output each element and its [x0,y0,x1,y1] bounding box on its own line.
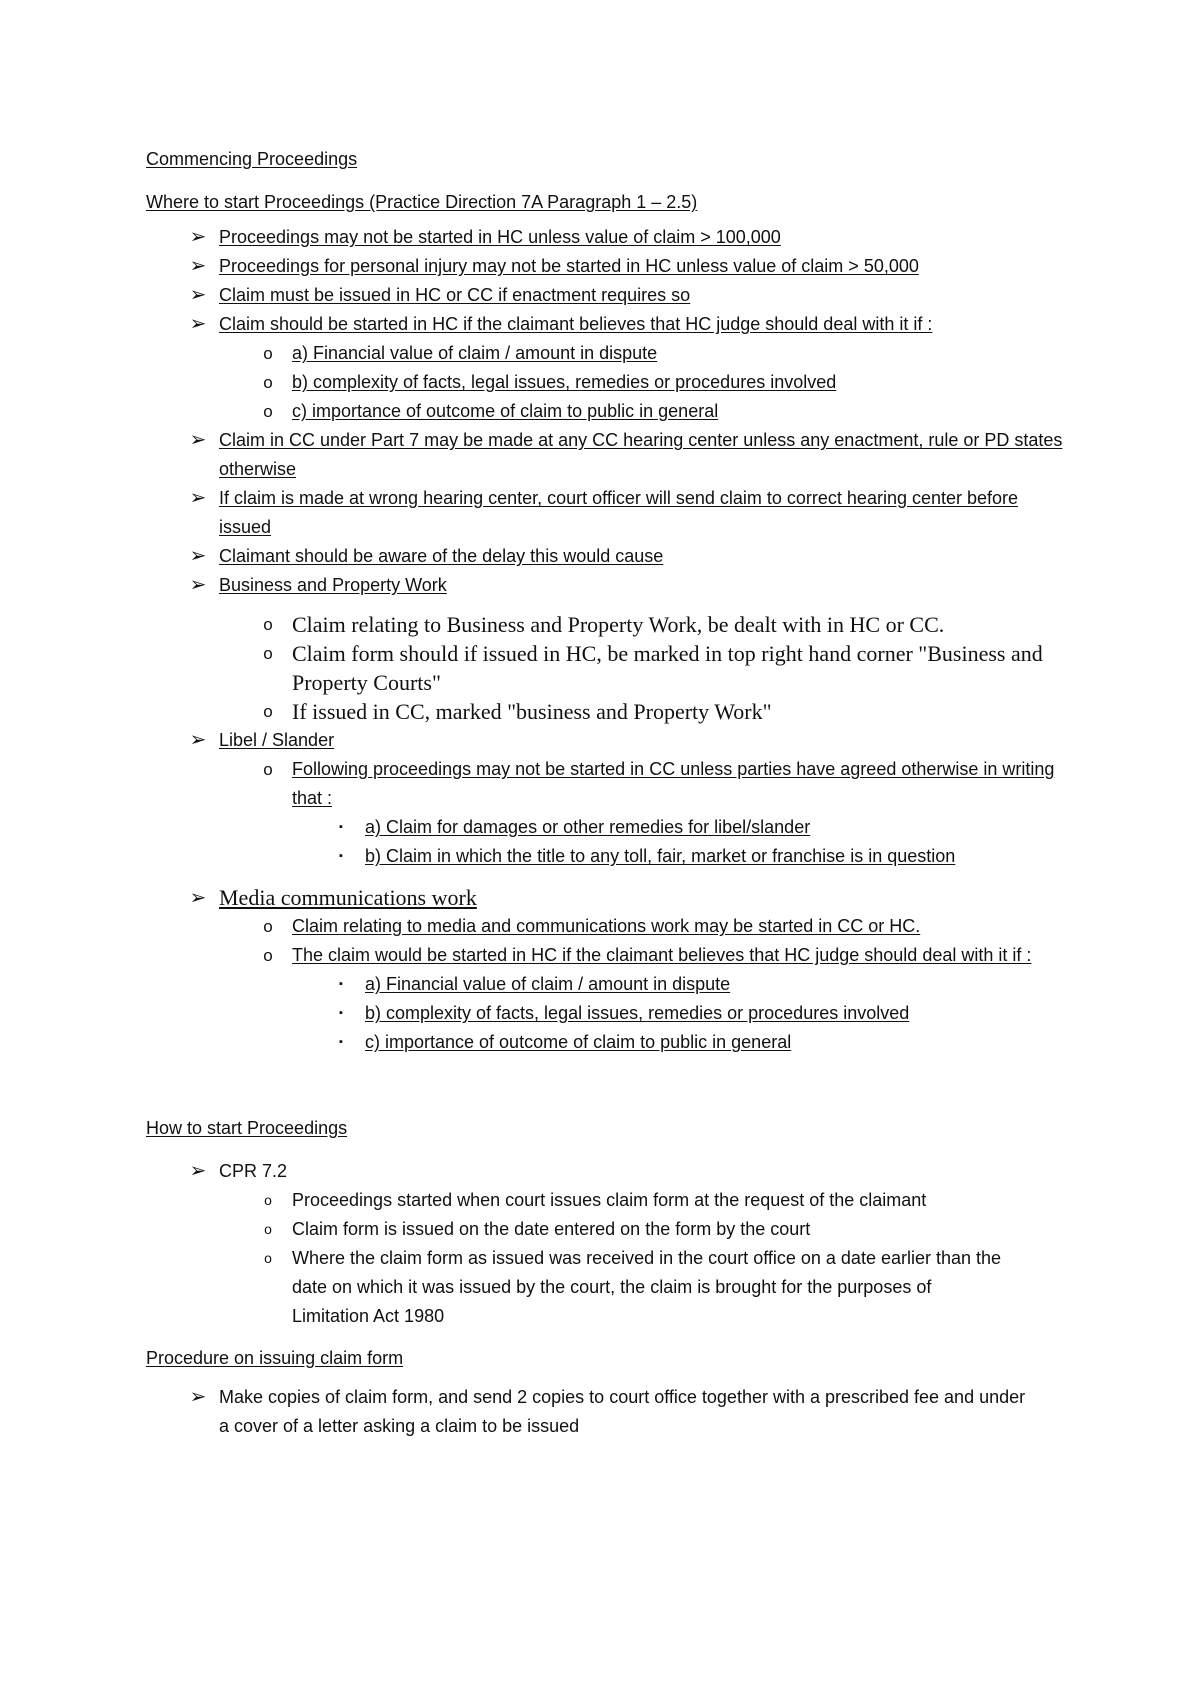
square-bullet-icon: ▪ [339,850,343,862]
list-item: o Claim form should if issued in HC, be marked in top right hand corner "Business and Property Courts" [146,639,1066,697]
list-item: o Proceedings started when court issues claim form at the request of the claimant [146,1186,1066,1215]
list-item: ➢ Proceedings may not be started in HC unless value of claim > 100,000 [146,223,1066,252]
list-item: ▪ b) Claim in which the title to any toll, fair, market or franchise is in question [146,842,1066,871]
list-item: ▪ c) importance of outcome of claim to public in general [146,1028,1066,1057]
list-item: o Where the claim form as issued was received in the court office on a date earlier than the date on which it was issued by the court, the claim is brought for the purposes of Limitation Act 1980 [146,1244,1066,1331]
circle-bullet-icon: o [263,344,273,363]
arrow-bullet-icon: ➢ [189,284,207,306]
document-page [146,148,1066,1441]
circle-bullet-icon: o [263,373,273,392]
list-item: ➢ Media communications work [146,883,1066,912]
section-title-how: How to start Proceedings [146,1118,348,1138]
square-bullet-icon: ▪ [339,1036,343,1048]
circle-bullet-icon: o [263,402,273,421]
list-item: o a) Financial value of claim / amount in dispute [146,339,1066,368]
circle-bullet-icon: o [263,615,273,634]
arrow-bullet-icon: ➢ [189,313,207,335]
arrow-bullet-icon: ➢ [189,429,207,451]
section-title-commencing: Commencing Proceedings [146,149,358,169]
section-subtitle-where: Where to start Proceedings (Practice Direction 7A Paragraph 1 – 2.5) [146,192,698,212]
circle-bullet-icon: o [263,702,273,721]
arrow-bullet-icon: ➢ [189,729,207,751]
list-item: o b) complexity of facts, legal issues, remedies or procedures involved [146,368,1066,397]
list-item: ▪ b) complexity of facts, legal issues, remedies or procedures involved [146,999,1066,1028]
arrow-bullet-icon: ➢ [189,1386,207,1408]
arrow-bullet-icon: ➢ [189,226,207,248]
arrow-bullet-icon: ➢ [189,1160,207,1182]
list-item: o Claim form is issued on the date entered on the form by the court [146,1215,1066,1244]
list-item: ➢ Libel / Slander [146,726,1066,755]
list-item: ▪ a) Financial value of claim / amount in dispute [146,970,1066,999]
circle-bullet-icon: o [263,917,273,936]
circle-bullet-icon: o [263,946,273,965]
arrow-bullet-icon: ➢ [189,574,207,596]
arrow-bullet-icon: ➢ [189,255,207,277]
arrow-bullet-icon: ➢ [189,545,207,567]
list-item: ➢ Claim in CC under Part 7 may be made at any CC hearing center unless any enactment, rule or PD states otherwise [146,426,1066,484]
circle-bullet-icon: o [263,644,273,663]
list-item: ➢ Make copies of claim form, and send 2 copies to court office together with a prescribed fee and under a cover of a letter asking a claim to be issued [146,1383,1066,1441]
list-item: o Claim relating to media and communications work may be started in CC or HC. [146,912,1066,941]
list-item: ▪ a) Claim for damages or other remedies for libel/slander [146,813,1066,842]
square-bullet-icon: ▪ [339,1007,343,1019]
list-item: ➢ If claim is made at wrong hearing center, court officer will send claim to correct hearing center before issued [146,484,1066,542]
arrow-bullet-icon: ➢ [189,487,207,509]
arrow-bullet-icon: ➢ [189,885,207,909]
square-bullet-icon: ▪ [339,821,343,833]
section-title-procedure: Procedure on issuing claim form [146,1348,404,1368]
list-item: o Following proceedings may not be started in CC unless parties have agreed otherwise in writing that : [146,755,1066,813]
list-item: ➢ CPR 7.2 [146,1157,1066,1186]
square-bullet-icon: ▪ [339,978,343,990]
list-item: ➢ Claim must be issued in HC or CC if enactment requires so [146,281,1066,310]
list-item: ➢ Proceedings for personal injury may not be started in HC unless value of claim > 50,000 [146,252,1066,281]
circle-bullet-icon: o [264,1250,272,1266]
circle-bullet-icon: o [263,760,273,779]
circle-bullet-icon: o [264,1221,272,1237]
list-item: ➢ Business and Property Work [146,571,1066,600]
list-item: o If issued in CC, marked "business and Property Work" [146,697,1066,726]
circle-bullet-icon: o [264,1192,272,1208]
list-item: o Claim relating to Business and Property Work, be dealt with in HC or CC. [146,610,1066,639]
list-item: ➢ Claim should be started in HC if the claimant believes that HC judge should deal with it if : [146,310,1066,339]
list-item: o The claim would be started in HC if the claimant believes that HC judge should deal with it if : [146,941,1066,970]
list-item: ➢ Claimant should be aware of the delay this would cause [146,542,1066,571]
list-item: o c) importance of outcome of claim to public in general [146,397,1066,426]
